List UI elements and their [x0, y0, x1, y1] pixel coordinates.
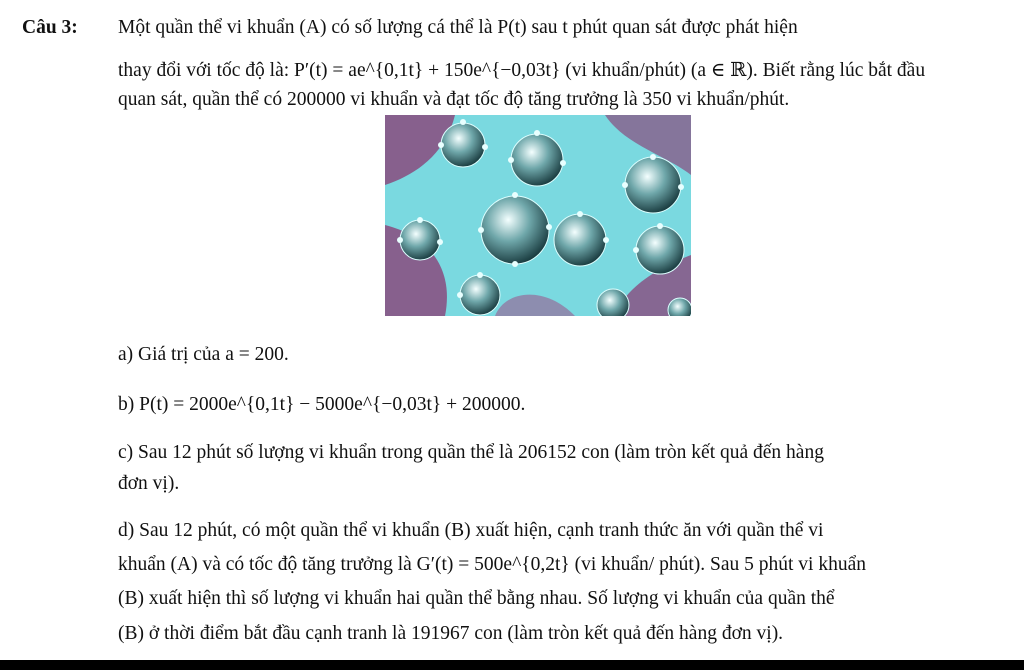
question-label: Câu 3:	[22, 17, 78, 38]
virus-illustration-icon	[385, 115, 691, 316]
option-d-line-2: khuẩn (A) và có tốc độ tăng trưởng là G′(t) = 500e^{0,2t} (vi khuẩn/ phút). Sau 5 phút vi khuẩn	[118, 554, 866, 575]
option-d-line-4: (B) ở thời điểm bắt đầu cạnh tranh là 191967 con (làm tròn kết quả đến hàng đơn vị).	[118, 623, 784, 644]
option-c-line-1: c) Sau 12 phút số lượng vi khuẩn trong quần thể là 206152 con (làm tròn kết quả đến hàng	[118, 442, 824, 463]
option-a: a) Giá trị của a = 200.	[118, 344, 289, 365]
stem-line-2: thay đổi với tốc độ là: P′(t) = ae^{0,1t} + 150e^{−0,03t} (vi khuẩn/phút) (a ∈ ℝ). Biết rằng lúc bắt đầu	[118, 60, 926, 81]
option-d-line-3: (B) xuất hiện thì số lượng vi khuẩn hai quần thể bằng nhau. Số lượng vi khuẩn của quần thể	[118, 588, 835, 609]
stem-line-1: Một quần thể vi khuẩn (A) có số lượng cá thể là P(t) sau t phút quan sát được phát hiện	[118, 17, 798, 38]
option-d-line-1: d) Sau 12 phút, có một quần thể vi khuẩn (B) xuất hiện, cạnh tranh thức ăn với quần thể vi	[118, 520, 824, 541]
option-c-line-2: đơn vị).	[118, 473, 180, 494]
bottom-border	[0, 660, 1024, 670]
option-b: b) P(t) = 2000e^{0,1t} − 5000e^{−0,03t} + 200000.	[118, 394, 526, 415]
stem-line-3: quan sát, quần thể có 200000 vi khuẩn và đạt tốc độ tăng trưởng là 350 vi khuẩn/phút.	[118, 89, 790, 110]
